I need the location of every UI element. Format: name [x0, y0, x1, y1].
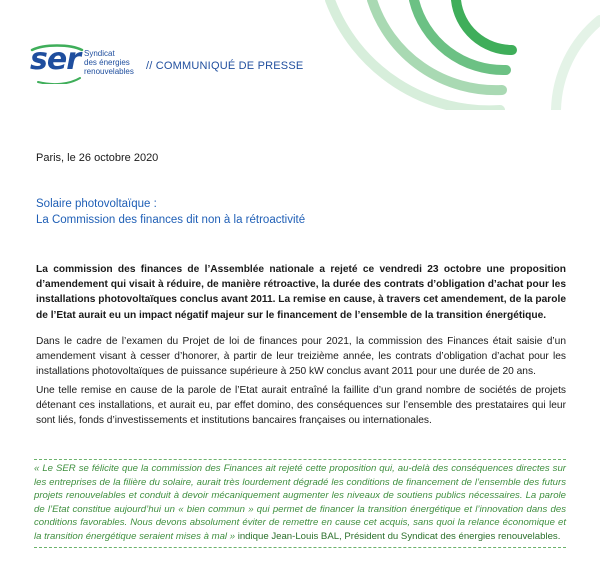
dateline: Paris, le 26 octobre 2020: [36, 152, 159, 164]
body-paragraph-2: Une telle remise en cause de la parole de l’Etat aurait entraîné la faillite d’un grand nombre de sociétés de projets détenant ces installations, et aurait eu, par effet domino, des conséquences sur l’ensemble des prestataires qui leur sont liés, fonds d’investissements et institutions bancaires françaises ou internationales.: [36, 385, 566, 427]
quote-body: « Le SER se félicite que la commission des Finances ait rejeté cette proposition qui, au-delà des conséquences directes sur les entreprises de la filière du solaire, aurait très lourdement dégradé les conditions de financement de l’ensemble des futurs projets renouvelables et conduit à devoir mécaniquement augmenter les niveaux de soutiens publics nécessaires. La parole de l’Etat constitue aujourd’hui un « bien commun » qui permet de financer la transition énergétique et l’innovation dans des conditions favorables. Nous devons absolument éviter de remettre en cause cet acquis, sans quoi la relance économique et la transition énergétique seraient mises à mal »: [34, 463, 566, 542]
logo-subtitle-line: Syndicat: [84, 49, 115, 58]
body-paragraph-1: Dans le cadre de l’examen du Projet de loi de finances pour 2021, la commission des Finances était saisie d’un amendement visant à cesser d’honorer, à partir de leur treizième année, les contrats d’obligation d’achat pour les installations photovoltaïques de puissance supérieure à 250 kW conclus avant 2011 pour une durée de 20 ans.: [36, 336, 566, 378]
page-title: [36, 196, 305, 228]
quote-box: [34, 459, 566, 548]
lead-paragraph: La commission des finances de l’Assemblée nationale a rejeté ce vendredi 23 octobre une proposition d’amendement qui visait à réduire, de manière rétroactive, la durée des contrats d’obligation d’achat pour les installations photovoltaïques conclus avant 2011. La remise en cause, à travers cet amendement, de la parole de l’Etat aurait eu un impact négatif majeur sur le financement de l’ensemble de la transition énergétique.: [36, 264, 566, 321]
press-release-label: // COMMUNIQUÉ DE PRESSE: [146, 60, 304, 72]
quote-text: [34, 462, 566, 544]
logo-subtitle: [84, 49, 154, 76]
title-line-1: Solaire photovoltaïque :: [36, 198, 157, 210]
title-line-2: La Commission des finances dit non à la rétroactivité: [36, 214, 306, 226]
ser-logo: ser: [30, 42, 80, 77]
logo-subtitle-line: renouvelables: [84, 67, 134, 76]
quote-attribution: indique Jean-Louis BAL, Président du Syndicat des énergies renouvelables.: [235, 530, 561, 542]
logo-subtitle-line: des énergies: [84, 58, 130, 67]
